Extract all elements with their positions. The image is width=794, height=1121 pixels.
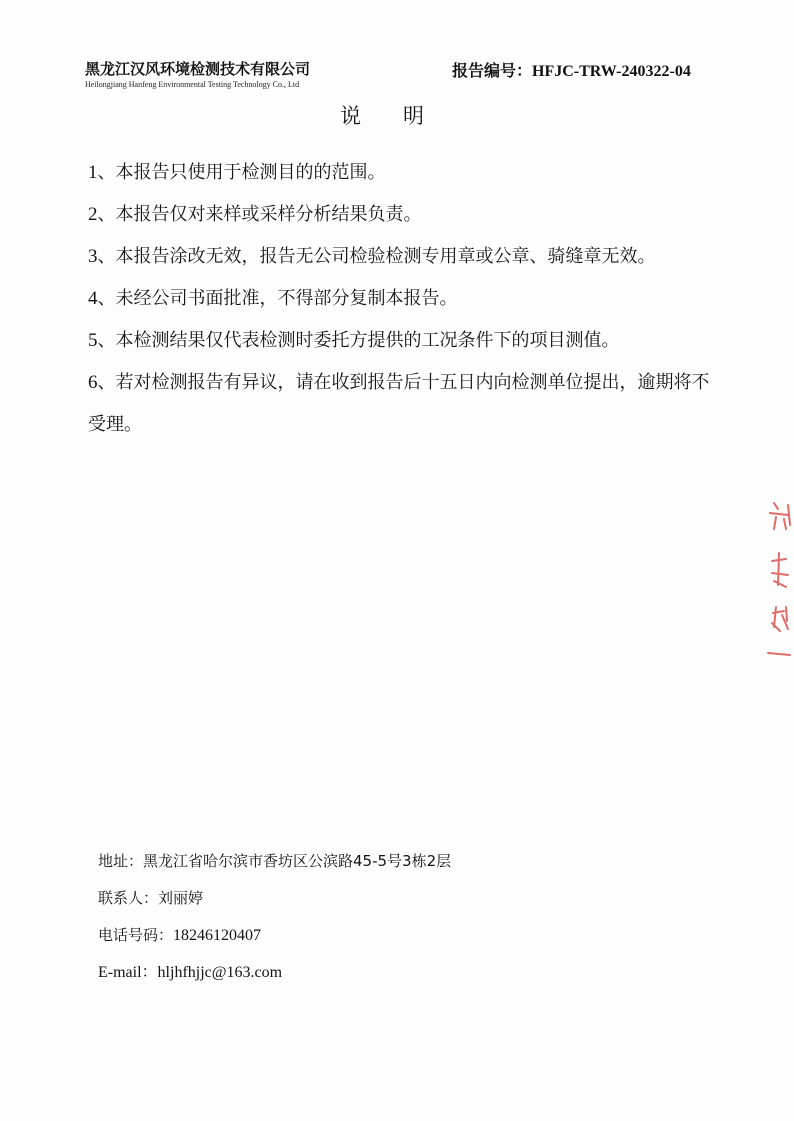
contact-person-label: 联系人： — [98, 889, 159, 907]
address-label: 地址： — [98, 852, 144, 870]
company-name-cn: 黑龙江汉风环境检测技术有限公司 — [85, 60, 311, 78]
phone-label: 电话号码： — [98, 926, 174, 944]
note-text: 、本报告涂改无效，报告无公司检验检测专用章或公章、骑缝章无效。 — [97, 246, 656, 267]
note-number: 1 — [88, 162, 98, 183]
note-number: 3 — [88, 246, 98, 267]
report-number: 报告编号：HFJC-TRW-240322-04 — [452, 63, 691, 80]
note-text: 、本报告只使用于检测目的的范围。 — [97, 162, 386, 183]
page-title: 说明 — [340, 104, 466, 128]
note-item-5 — [88, 320, 718, 362]
note-item-6 — [88, 362, 718, 446]
seal-stamp-fragment — [764, 495, 794, 665]
address-value: 黑龙江省哈尔滨市香坊区公滨路45-5号3栋2层 — [143, 852, 452, 870]
company-name-en: Heilongjiang Hanfeng Environmental Testing Technology Co., Ltd — [85, 80, 300, 89]
note-text: 、未经公司书面批准，不得部分复制本报告。 — [97, 288, 458, 309]
note-text: 、若对检测报告有异议，请在收到报告后十五日内向检测单位提出，逾期将不受理。 — [88, 372, 710, 435]
note-number: 5 — [88, 330, 98, 351]
note-text: 、本报告仅对来样或采样分析结果负责。 — [97, 204, 422, 225]
note-number: 6 — [88, 372, 98, 393]
contact-person-value: 刘丽婷 — [158, 889, 204, 907]
note-number: 4 — [88, 288, 98, 309]
note-text: 、本检测结果仅代表检测时委托方提供的工况条件下的项目测值。 — [97, 330, 620, 351]
contact-person-row — [98, 880, 451, 917]
phone-value: 18246120407 — [173, 927, 262, 944]
email-label: E-mail： — [98, 964, 158, 981]
email-row — [98, 954, 451, 991]
note-item-1 — [88, 152, 718, 194]
contact-block — [98, 843, 451, 991]
address-row — [98, 843, 451, 880]
note-item-3 — [88, 236, 718, 278]
email-value: hljhfhjjc@163.com — [157, 964, 283, 981]
note-item-2 — [88, 194, 718, 236]
notes-list — [88, 152, 718, 446]
phone-row — [98, 917, 451, 954]
note-number: 2 — [88, 204, 98, 225]
note-item-4 — [88, 278, 718, 320]
